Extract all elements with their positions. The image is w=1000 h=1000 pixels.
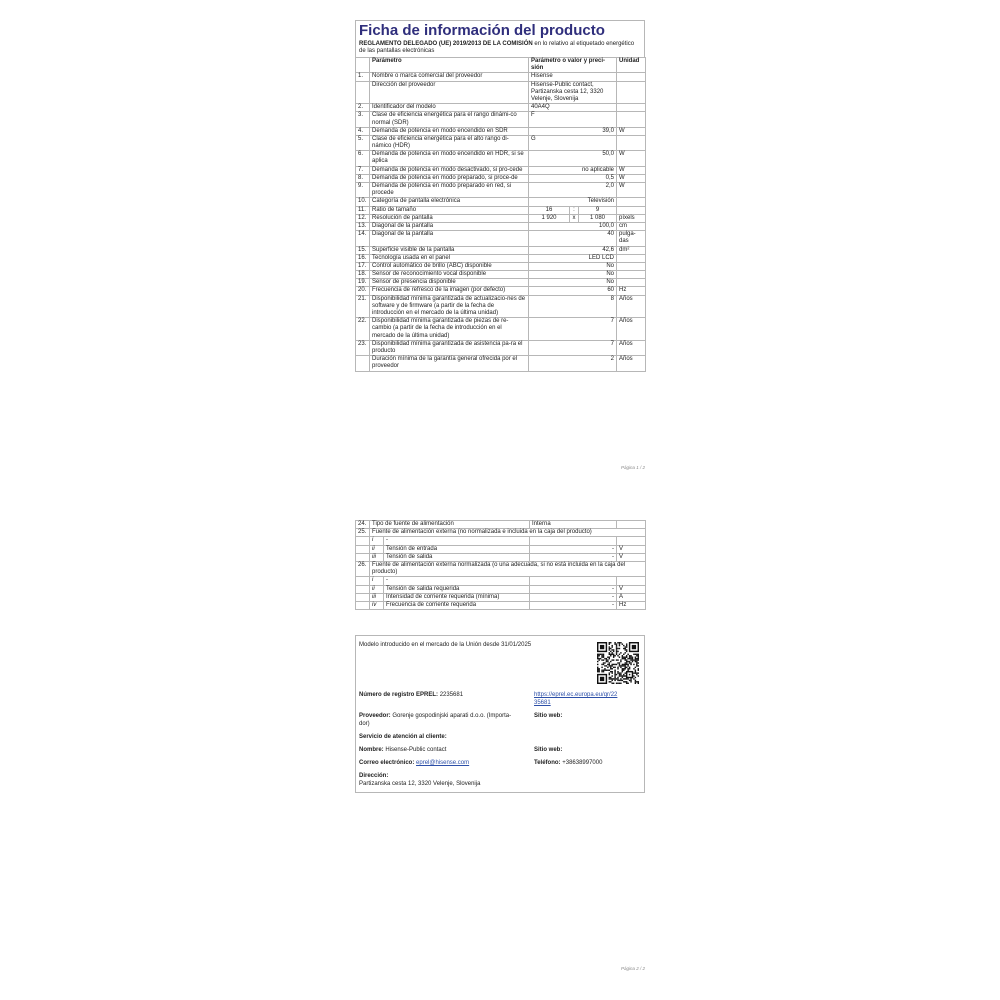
sub-param: - <box>384 537 530 545</box>
table-row <box>356 214 646 222</box>
empty-cell <box>356 601 370 609</box>
sub-param: Tensión de entrada <box>384 545 530 553</box>
value-part-2: 1 080 <box>589 214 605 221</box>
row-number: 6. <box>356 151 370 166</box>
row-number: 12. <box>356 214 370 222</box>
value-part-1: 1 920 <box>529 215 570 222</box>
header-unit: Unidad <box>617 58 646 73</box>
row-param: Dirección del proveedor <box>370 81 529 104</box>
row-value: Interna <box>530 521 617 529</box>
row-number: 26. <box>356 561 370 576</box>
row-param: Sensor de presencia disponible <box>370 279 529 287</box>
row-number: 3. <box>356 112 370 127</box>
sub-index: iv <box>370 601 384 609</box>
row-number: 17. <box>356 262 370 270</box>
product-info-sheet-page-1 <box>355 20 645 372</box>
value-separator: : <box>570 207 579 214</box>
supplier-name-2: dor) <box>359 720 370 727</box>
regulation-bold: REGLAMENTO DELEGADO (UE) 2019/2013 DE LA COMISIÓN <box>359 41 533 47</box>
table-row <box>356 231 646 246</box>
row-value: 2 <box>529 356 617 371</box>
row-value: Hisense-Public contact, Partizanska cesta 12, 3320 Velenje, Slovenija <box>529 81 617 104</box>
sub-row <box>356 545 646 553</box>
row-number <box>356 356 370 371</box>
sub-value <box>530 577 617 585</box>
row-param: Fuente de alimentación externa normalizada (o una adecuada, si no está incluida en la caja del producto) <box>370 561 646 576</box>
row-value: 40A4Q <box>529 104 617 112</box>
row-value <box>529 214 617 222</box>
row-value: no aplicable <box>529 166 617 174</box>
row-param: Duración mínima de la garantía general ofrecida por el proveedor <box>370 356 529 371</box>
row-number: 2. <box>356 104 370 112</box>
split-value <box>529 215 616 222</box>
row-param: Tecnología usada en el panel <box>370 254 529 262</box>
row-value: No <box>529 271 617 279</box>
table-row <box>356 529 646 537</box>
row-value: 7 <box>529 318 617 341</box>
row-unit: Hz <box>617 287 646 295</box>
row-value: 100,0 <box>529 222 617 230</box>
row-unit: Años <box>617 318 646 341</box>
sub-row <box>356 537 646 545</box>
row-unit: Años <box>617 340 646 355</box>
table-row <box>356 183 646 198</box>
row-unit <box>617 271 646 279</box>
eprel-url-line-2[interactable]: 35681 <box>534 699 551 706</box>
row-param: Demanda de potencia en modo desactivado, si pro-cede <box>370 166 529 174</box>
row-param: Resolución de pantalla <box>370 214 529 222</box>
row-param: Superficie visible de la pantalla <box>370 246 529 254</box>
row-value: No <box>529 262 617 270</box>
supplier-info <box>359 713 511 728</box>
row-value: Hisense <box>529 73 617 81</box>
sub-unit: A <box>617 593 646 601</box>
contact-address <box>359 773 480 788</box>
regulation-text <box>359 41 641 55</box>
row-number: 13. <box>356 222 370 230</box>
contact-phone <box>534 760 602 768</box>
contact-name <box>359 747 446 755</box>
row-value: G <box>529 135 617 150</box>
contact-name-value: Hisense-Public contact <box>385 747 447 753</box>
service-website-label: Sitio web: <box>534 747 563 753</box>
row-number: 1. <box>356 73 370 81</box>
row-number: 19. <box>356 279 370 287</box>
row-param: Clase de eficiencia energética para el alto rango di-námico (HDR) <box>370 135 529 150</box>
sub-unit: V <box>617 585 646 593</box>
row-param: Fuente de alimentación externa (no normalizada e incluida en la caja del producto) <box>370 529 646 537</box>
row-unit: dm² <box>617 246 646 254</box>
sub-index: iii <box>370 553 384 561</box>
table-row <box>356 271 646 279</box>
product-parameters-table <box>355 57 646 372</box>
row-number: 24. <box>356 521 370 529</box>
row-number: 9. <box>356 183 370 198</box>
table-row <box>356 521 646 529</box>
table-row <box>356 561 646 576</box>
sub-unit: Hz <box>617 601 646 609</box>
row-param: Sensor de reconocimiento vocal disponible <box>370 271 529 279</box>
row-value: Televisión <box>529 198 617 206</box>
row-unit: Años <box>617 295 646 318</box>
row-unit <box>617 135 646 150</box>
row-value: 42,6 <box>529 246 617 254</box>
empty-cell <box>356 577 370 585</box>
row-number: 5. <box>356 135 370 150</box>
sub-row <box>356 601 646 609</box>
sub-index: iii <box>370 593 384 601</box>
value-separator: x <box>570 215 579 222</box>
row-unit <box>617 112 646 127</box>
page-title: Ficha de información del producto <box>359 22 605 39</box>
header-param: Parámetro <box>370 58 529 73</box>
table-row <box>356 279 646 287</box>
table-row <box>356 295 646 318</box>
sub-value: - <box>530 585 617 593</box>
table-row <box>356 198 646 206</box>
row-param: Frecuencia de refresco de la imagen (por defecto) <box>370 287 529 295</box>
row-unit: W <box>617 183 646 198</box>
empty-cell <box>356 545 370 553</box>
table-row <box>356 73 646 81</box>
row-param: Demanda de potencia en modo encendido en HDR, si se aplica <box>370 151 529 166</box>
row-unit: cm <box>617 222 646 230</box>
contact-name-label: Nombre: <box>359 747 384 753</box>
row-unit: W <box>617 166 646 174</box>
row-param: Clase de eficiencia energética para el rango dinámi-co normal (SDR) <box>370 112 529 127</box>
empty-cell <box>356 537 370 545</box>
row-param: Disponibilidad mínima garantizada de asistencia pa-ra el producto <box>370 340 529 355</box>
row-number: 18. <box>356 271 370 279</box>
sub-row <box>356 585 646 593</box>
email-link[interactable]: eprel@hisense.com <box>416 760 470 766</box>
table-row <box>356 340 646 355</box>
sub-index: i <box>370 577 384 585</box>
email-label: Correo electrónico: <box>359 760 415 766</box>
eprel-url-line-1[interactable]: https://eprel.ec.europa.eu/qr/22 <box>534 692 618 698</box>
sub-param: Tensión de salida <box>384 553 530 561</box>
row-param: Categoría de pantalla electrónica <box>370 198 529 206</box>
row-param: Ratio de tamaño <box>370 206 529 214</box>
row-number: 25. <box>356 529 370 537</box>
row-param: Nombre o marca comercial del proveedor <box>370 73 529 81</box>
row-unit <box>617 81 646 104</box>
row-value: F <box>529 112 617 127</box>
row-unit: W <box>617 151 646 166</box>
row-number: 11. <box>356 206 370 214</box>
sub-value: - <box>530 593 617 601</box>
regulation-rest: en lo relativo al etiquetado energético de las pantallas electrónicas <box>359 41 635 54</box>
row-unit: W <box>617 174 646 182</box>
qr-code-icon[interactable] <box>597 642 639 684</box>
sub-value: - <box>530 553 617 561</box>
phone-label: Teléfono: <box>534 760 561 766</box>
sub-index: ii <box>370 545 384 553</box>
empty-cell <box>356 553 370 561</box>
eprel-registration <box>359 692 463 700</box>
row-unit: Años <box>617 356 646 371</box>
row-number: 16. <box>356 254 370 262</box>
sub-row <box>356 577 646 585</box>
row-unit <box>617 279 646 287</box>
page-number-2: Página 2 / 2 <box>621 966 646 971</box>
sub-row <box>356 593 646 601</box>
row-number <box>356 81 370 104</box>
market-intro-text: Modelo introducido en el mercado de la Unión desde 31/01/2025 <box>359 642 532 648</box>
sheet-header <box>355 20 645 57</box>
table-row <box>356 254 646 262</box>
contact-email <box>359 760 469 768</box>
table-row <box>356 206 646 214</box>
split-value <box>529 207 616 214</box>
sub-unit: V <box>617 553 646 561</box>
row-number: 4. <box>356 127 370 135</box>
row-number: 7. <box>356 166 370 174</box>
row-value: 39,0 <box>529 127 617 135</box>
sub-unit <box>617 577 646 585</box>
sub-param: Intensidad de corriente requerida (mínima) <box>384 593 530 601</box>
row-unit <box>617 521 646 529</box>
row-value: No <box>529 279 617 287</box>
sub-index: ii <box>370 585 384 593</box>
row-param: Demanda de potencia en modo preparado, si proce-de <box>370 174 529 182</box>
customer-service-heading: Servicio de atención al cliente: <box>359 734 447 740</box>
row-param: Demanda de potencia en modo encendido en SDR <box>370 127 529 135</box>
empty-cell <box>356 585 370 593</box>
eprel-link[interactable] <box>534 692 617 707</box>
row-param: Diagonal de la pantalla <box>370 231 529 246</box>
empty-cell <box>356 593 370 601</box>
supplier-website-label: Sitio web: <box>534 713 563 719</box>
table-row <box>356 356 646 371</box>
row-number: 15. <box>356 246 370 254</box>
power-supply-table <box>355 520 646 610</box>
table-header-row <box>356 58 646 73</box>
table-row <box>356 246 646 254</box>
row-value: LED LCD <box>529 254 617 262</box>
row-value: 8 <box>529 295 617 318</box>
row-value: 0,5 <box>529 174 617 182</box>
table-row <box>356 166 646 174</box>
row-value: 7 <box>529 340 617 355</box>
supplier-name-1: Gorenje gospodinjski aparati d.o.o. (Importa- <box>392 713 512 719</box>
row-unit: píxels <box>617 214 646 222</box>
table-row <box>356 262 646 270</box>
row-unit <box>617 198 646 206</box>
table-row <box>356 174 646 182</box>
row-number: 21. <box>356 295 370 318</box>
table-body <box>356 73 646 371</box>
header-value: Parámetro o valor y preci-sión <box>529 58 617 73</box>
table-row <box>356 151 646 166</box>
supplier-info-card <box>355 635 645 793</box>
row-param: Demanda de potencia en modo preparado en red, si procede <box>370 183 529 198</box>
row-unit: pulga-das <box>617 231 646 246</box>
table-row <box>356 127 646 135</box>
table-row <box>356 81 646 104</box>
sub-value: - <box>530 545 617 553</box>
row-param: Control automático de brillo (ABC) disponible <box>370 262 529 270</box>
eprel-label: Número de registro EPREL: <box>359 692 439 698</box>
row-value <box>529 206 617 214</box>
page-number-1: Página 1 / 2 <box>621 465 646 470</box>
row-number: 23. <box>356 340 370 355</box>
row-unit <box>617 262 646 270</box>
row-param: Disponibilidad mínima garantizada de piezas de re-cambio (a partir de la fecha de introducción en el mercado de la última unidad) <box>370 318 529 341</box>
supplier-label: Proveedor: <box>359 713 391 719</box>
sub-value: - <box>530 601 617 609</box>
row-number: 20. <box>356 287 370 295</box>
row-number: 22. <box>356 318 370 341</box>
table-row <box>356 112 646 127</box>
row-number: 10. <box>356 198 370 206</box>
sub-value <box>530 537 617 545</box>
row-unit: W <box>617 127 646 135</box>
row-value: 2,0 <box>529 183 617 198</box>
row-number: 14. <box>356 231 370 246</box>
row-unit <box>617 73 646 81</box>
eprel-number: 2235681 <box>439 692 464 698</box>
sub-index: i <box>370 537 384 545</box>
row-unit <box>617 254 646 262</box>
value-part-2: 9 <box>595 206 600 213</box>
row-value: 60 <box>529 287 617 295</box>
table-row <box>356 287 646 295</box>
row-param: Tipo de fuente de alimentación <box>370 521 530 529</box>
address-value: Partizanska cesta 12, 3320 Velenje, Slovenija <box>359 780 481 787</box>
header-num <box>356 58 370 73</box>
row-number: 8. <box>356 174 370 182</box>
address-label: Dirección: <box>359 773 389 779</box>
row-param: Disponibilidad mínima garantizada de actualizacio-nes de software y de firmware (a partir de la fecha de introducción en el mercado de la última unidad) <box>370 295 529 318</box>
table-row <box>356 135 646 150</box>
row-unit <box>617 104 646 112</box>
sub-row <box>356 553 646 561</box>
sub-param: Tensión de salida requerida <box>384 585 530 593</box>
row-value: 50,0 <box>529 151 617 166</box>
sub-param: Frecuencia de corriente requerida <box>384 601 530 609</box>
table-row <box>356 104 646 112</box>
row-param: Identificador del modelo <box>370 104 529 112</box>
row-value: 40 <box>529 231 617 246</box>
value-part-1: 16 <box>529 207 570 214</box>
row-param: Diagonal de la pantalla <box>370 222 529 230</box>
sub-unit: V <box>617 545 646 553</box>
table-row <box>356 222 646 230</box>
phone-value: +38638997000 <box>562 760 603 766</box>
table-row <box>356 318 646 341</box>
row-unit <box>617 206 646 214</box>
sub-param: - <box>384 577 530 585</box>
sub-unit <box>617 537 646 545</box>
